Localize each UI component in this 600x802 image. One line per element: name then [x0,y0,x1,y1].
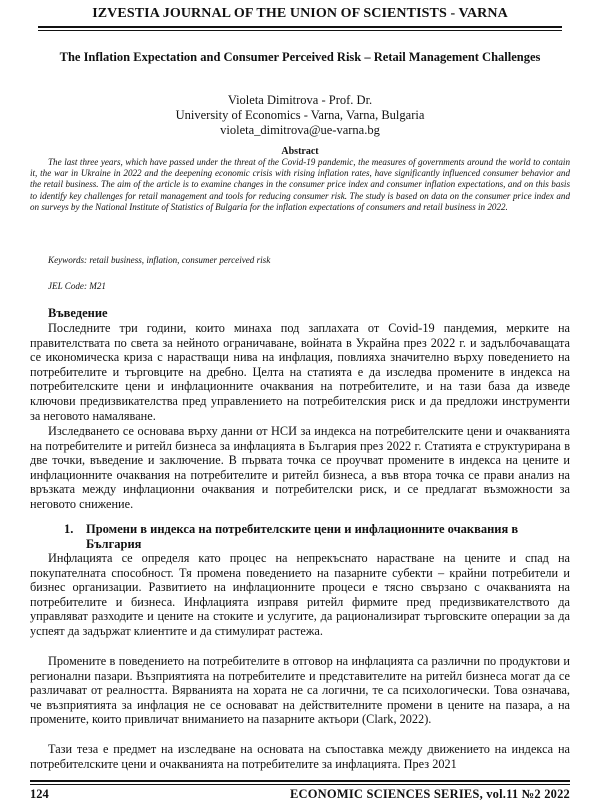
author-email: violeta_dimitrova@ue-varna.bg [220,123,380,137]
abstract-heading: Abstract [281,146,319,157]
section-1-paragraph-3: Тази теза е предмет на изследване на основата на съпоставка между движението на индекса на потребителските цени и очакванията на потребителите за инфлацията. През 2021 [30,742,570,771]
keywords: Keywords: retail business, inflation, consumer perceived risk [48,255,271,265]
intro-paragraph-1: Последните три години, които минаха под заплахата от Covid-19 пандемия, мерките на правителствата по света за нейното ограничаване, войната в Украйна през 2022 г. и задълбочаващата се икономическа криза с нарастващи нива на инфлация, повлияха значително върху поведението на потребителите и търговците на дребно. Целта на статията е да изследва промените в индекса на потребителските цени и инфлационните очаквания на потребителите, и на тази база да изведе ключови предизвикателства пред управлението на потребителския риск и да предложи инструменти за неговото намаляване. [30,321,570,423]
section-1-heading [64,522,570,551]
section-title: Промени в индекса на потребителските цени и инфлационните очаквания в България [86,522,519,551]
abstract-text: The last three years, which have passed under the threat of the Covid-19 pandemic, the measures of governments around the world to contain it, the war in Ukraine in 2022 and the deepening economic crisis with rising inflation rates, have significantly influenced consumer behavior and the retail business. The aim of the article is to examine changes in the consumer price index and consumer inflation expectations, and on this basis to identify key challenges for retail management and tools for reducing consumer risk. The study is based on data on the consumer price index and on surveys by the National Institute of Statistics of Bulgaria for the inflation expectations of consumers and retail business in 2022. [30,157,570,212]
series-info: ECONOMIC SCIENCES SERIES, vol.11 №2 2022 [290,787,570,801]
journal-header: IZVESTIA JOURNAL OF THE UNION OF SCIENTISTS - VARNA [38,6,562,28]
intro-paragraph-2: Изследването се основава върху данни от НСИ за индекса на потребителските цени и очакванията на потребителите и ритейл бизнеса за инфлацията в България през 2022 г. Статията е структурирана в две точки, въведение и заключение. В първата точка се проучват промените в индекса на цените и инфлационните очаквания на потребителите и ритейл бизнеса, а във втора точка се прави анализ на връзката между инфлационни очаквания и потребителски риск, и се предлагат възможности за неговото снижение. [30,424,570,511]
section-1-paragraph-2: Промените в поведението на потребителите в отговор на инфлацията са различни по продуктови и регионални пазари. Възприятията на потребителите и представителите на ритейл бизнеса могат да се различават от реалността. Вярванията на хората не са логични, те са психологически. Това означава, че възприятията за инфлация не се основават на действителните промени в цените на пазара, а на промените, които привличат вниманието на пазарните актьори (Clark, 2022). [30,654,570,727]
section-number: 1. [64,522,74,536]
page-number: 124 [30,787,49,801]
intro-heading: Въведение [48,306,108,320]
section-1-paragraph-1: Инфлацията се определя като процес на непрекъснато нарастване на цените и спад на покупателната способност. Тя промена поведението на пазарните субекти – крайни потребители и бизнес организации. Развитието на инфлационните процеси е тясно свързано с очакванията на потребителите и бизнеса. Инфлацията изправя ритейл фирмите пред предизвикателството да управляват разходите и цените на стоките и услугите, да рационализират търговските операции за да успеят да задържат клиентите и да стимулират растежа. [30,551,570,638]
author-block [40,93,560,138]
jel-code: JEL Code: M21 [48,281,106,291]
article-title: The Inflation Expectation and Consumer Perceived Risk – Retail Management Challenges [59,50,541,64]
page-footer [30,780,570,802]
author-affiliation: University of Economics - Varna, Varna, Bulgaria [175,108,425,122]
author-name: Violeta Dimitrova - Prof. Dr. [227,93,373,107]
